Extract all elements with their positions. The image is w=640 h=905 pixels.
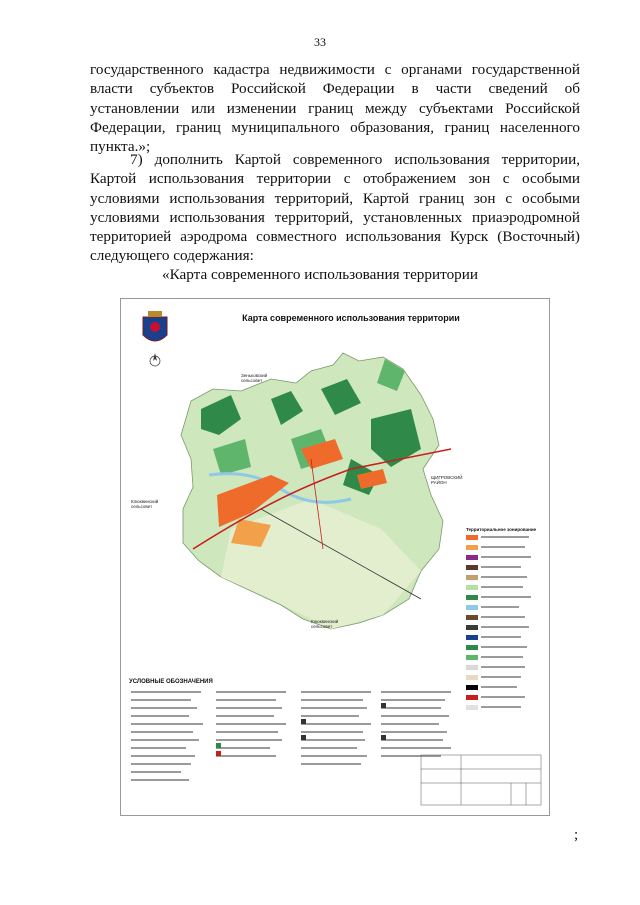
paragraph-2: 7) дополнить Картой современного использования территории, Картой использования территории с отображением зон с особыми условиями использования территорий, Картой границ зон с особыми условиями использования территорий, установленных приаэродромной территорией аэродрома совместного использования Курск (Восточный) следующего содержания: [90,151,580,265]
label-shchigrovsky: ЩИГРОВСКИЙ РАЙОН [431,475,463,485]
end-mark: ; [574,827,579,843]
map-drawing [121,299,549,815]
map-title: Карта современного использования территории [242,313,460,323]
map-figure [120,298,550,816]
label-zeninsky: Зеньковский сельсовет [241,373,268,383]
label-klyukvinsky-south: Клюквинский сельсовет [311,619,339,629]
legend-title: УСЛОВНЫЕ ОБОЗНАЧЕНИЯ [129,679,213,685]
label-klyukvinsky: Клюквинский сельсовет [131,499,159,509]
map-caption: «Карта современного использования территории [161,266,479,283]
paragraph-1: государственного кадастра недвижимости с органами государственной власти субъектов Российской Федерации в части сведений об установлении или изменении границ между субъектами Российской Федерации, границ муниципального образования, границ населенного пункта.»; [90,61,580,156]
page-number: 33 [314,35,326,49]
legend-zoning-heading: Территориальное зонирование [466,527,537,532]
